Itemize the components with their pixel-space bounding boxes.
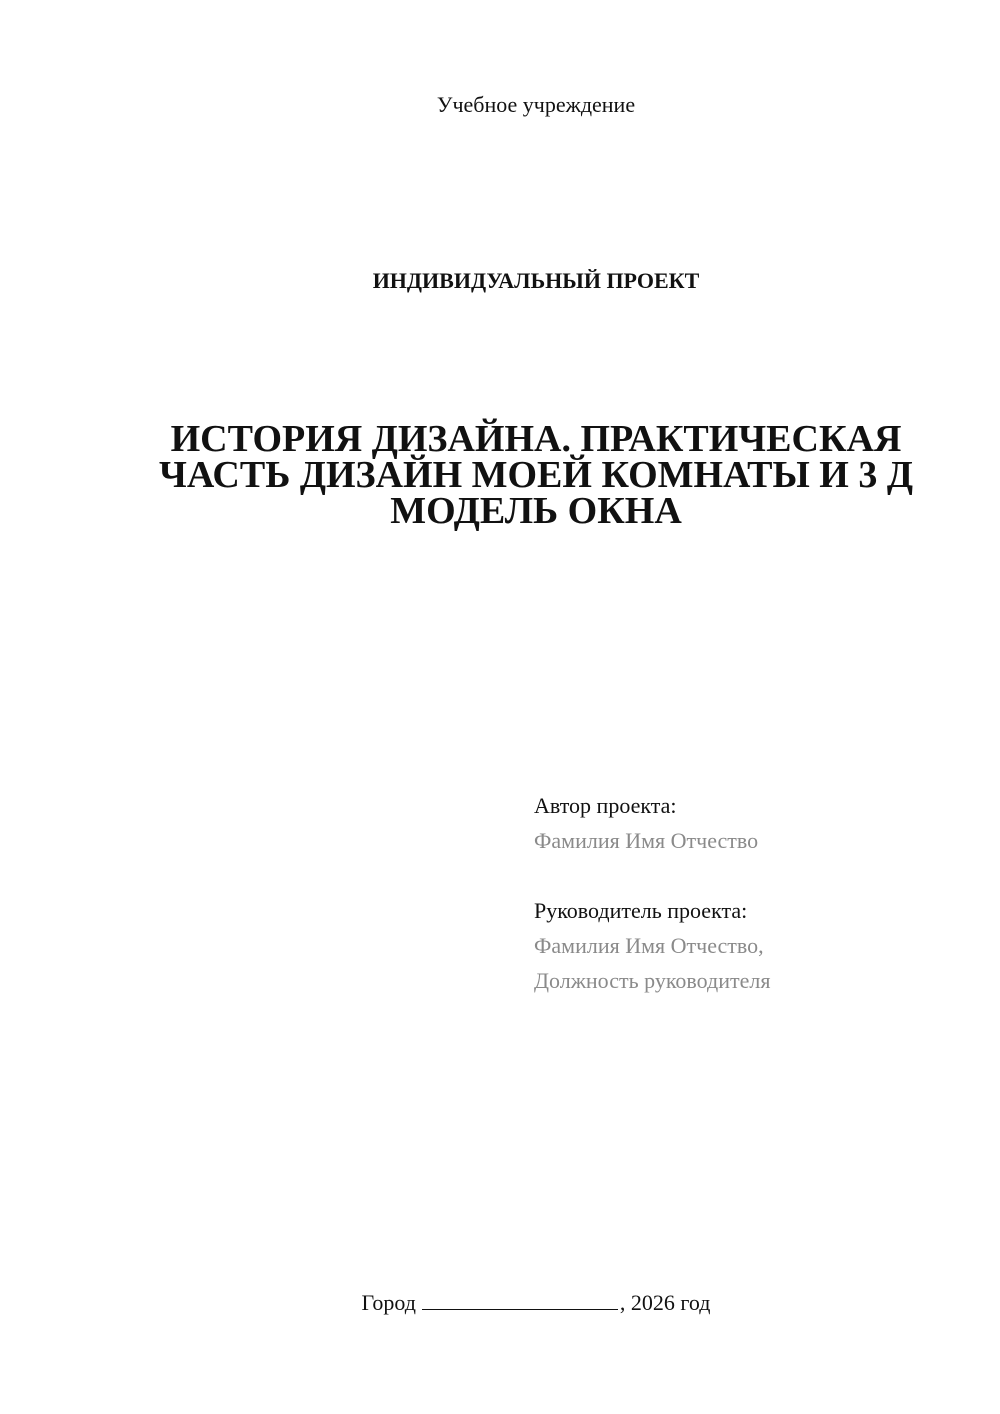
supervisor-label: Руководитель проекта: [534, 898, 748, 923]
credits-spacer [534, 858, 770, 893]
city-blank-line [422, 1289, 618, 1310]
supervisor-name: Фамилия Имя Отчество, [534, 933, 764, 958]
author-label: Автор проекта: [534, 793, 677, 818]
city-year-line [0, 1289, 1000, 1316]
supervisor-position: Должность руководителя [534, 968, 771, 993]
credits-block [534, 788, 770, 998]
institution-name: Учебное учреждение [436, 92, 636, 117]
year-text: , 2026 год [619, 1290, 711, 1315]
project-title-line-1: ИСТОРИЯ ДИЗАЙНА. ПРАКТИЧЕСКАЯ [170, 418, 902, 460]
city-label: Город [361, 1290, 416, 1315]
project-title-line-2: ЧАСТЬ ДИЗАЙН МОЕЙ КОМНАТЫ И 3 Д [158, 454, 914, 496]
document-type: ИНДИВИДУАЛЬНЫЙ ПРОЕКТ [372, 268, 700, 293]
project-title-line-3: МОДЕЛЬ ОКНА [390, 490, 682, 532]
author-name: Фамилия Имя Отчество [534, 828, 759, 853]
project-title [100, 418, 972, 532]
